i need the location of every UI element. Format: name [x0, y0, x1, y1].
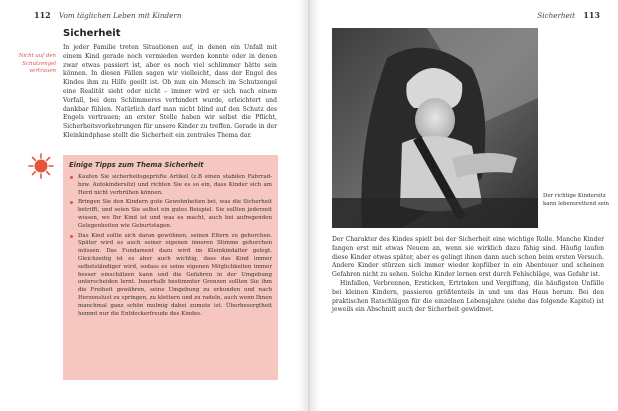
tip-item: [69, 233, 272, 319]
right-page-number: 113: [583, 10, 600, 20]
left-running-head-title: Vom täglichen Leben mit Kindern: [59, 11, 182, 20]
tip-item: [69, 174, 272, 197]
tip-text: Bringen Sie den Kindern gute Gewohnheiten bei, was die Sicherheit betrifft, und seien Sie selbst ein gutes Beispiel. Sie sollten jederzeit wissen, wo Ihr Kind ist und was es macht, auch bei aufregenden Gelegenheiten wie Geburtstagen.: [78, 199, 272, 229]
right-page: [305, 0, 618, 411]
left-page: [0, 0, 305, 411]
tips-box: [63, 155, 278, 380]
left-page-number: 112: [34, 10, 51, 20]
tips-list: [69, 174, 272, 318]
tip-text: Kaufen Sie sicherheitsgeprüfte Artikel (z.B einen stabilen Fahrrad- bzw. Autokindersitz) und richten Sie es so ein, dass Kinder sich am Herd nicht verbrühen können.: [78, 174, 272, 196]
tip-text: Das Kind sollte sich daran gewöhnen, seinen Eltern zu gehorchen. Später wird es auch seiner eigenen inneren Stimme gehorchen müssen. Das Fundament dazu wird im Kleinkindalter gelegt. Gleichzeitig ist es aber auch wichtig, dass das Kind immer selbstständiger wird, sodass es seine eigenen Möglichkeiten immer besser einschätzen kann und die Gefahren in der Umgebung unterscheiden lernt. Innerhalb bestimmter Grenzen sollten Sie ihm die Freiheit gewähren, seine Umgebung zu erkunden und nach Herzenslust zu springen, zu klettern und zu radeln, auch wenn Ihnen manchmal ganz schön mulmig dabei zumute ist. Überbesorgtheit hemmt nur die Entdeckerfreude des Kindes.: [78, 232, 272, 317]
car-seat-photo-graphic: [332, 28, 538, 228]
tips-title: Einige Tipps zum Thema Sicherheit: [69, 161, 204, 169]
body-paragraph: Der Charakter des Kindes spielt bei der Sicherheit eine wichtige Rolle. Manche Kinder fangen erst mit etwas Neuem an, wenn sie wirklich dazu fähig sind. Häufig laufen diese Kinder etwas später, aber es gelingt ihnen dann auch schon beim ersten Versuch. Andere Kinder stürzen sich immer wieder kopfüber in ein Abenteuer und scheinen Gefahren nicht zu sehen. Solche Kinder lernen erst durch Fehlschläge, was Gefahr ist.: [332, 236, 604, 279]
tip-item: [69, 199, 272, 230]
intro-paragraph: In jeder Familie treten Situationen auf, in denen ein Unfall mit einem Kind gerade noch vermieden werden konnte oder in denen zwar etwas passiert ist, aber es noch viel schlimmer hätte sein können. In diesen Fällen sagen wir vielleicht, dass der Engel des Kindes ihm zu Hilfe geeilt ist. Ob nun ein Mensch im Schutzengel eine Realität sieht oder nicht – immer wird er sich nach einem Vorfall, bei dem Schlimmeres verhindert wurde, erleichtert und dankbar fühlen. Natürlich darf man nicht blind auf den Schutz des Engels vertrauen; an erster Stelle haben wir selbst die Pflicht, Sicherheitsvorkehrungen für unsere Kinder zu treffen. Gerade in der Kleinkindphase stellt die Sicherheit ein zentrales Thema dar.: [63, 44, 277, 139]
sun-icon: [28, 153, 54, 179]
margin-note: Nicht auf den Schutzengel vertrauen: [18, 53, 56, 75]
bullet-icon: [70, 176, 73, 179]
right-body: [332, 236, 604, 315]
bullet-icon: [70, 201, 73, 204]
right-running-head-title: Sicherheit: [537, 11, 575, 20]
car-seat-photo: [332, 28, 538, 228]
section-title: Sicherheit: [63, 28, 121, 39]
body-paragraph: Hinfallen, Verbrennen, Ersticken, Ertrinken und Vergiftung, die häufigsten Unfälle bei kleinen Kindern, passieren größtenteils in und um das Haus herum. Bei den praktischen Ratschlägen für die einzelnen Lebensjahre (siehe das folgende Kapitel) ist jeweils ein Abschnitt auch der Sicherheit gewidmet.: [332, 279, 604, 314]
bullet-icon: [70, 235, 73, 238]
left-running-head: [34, 10, 181, 20]
right-running-head: [537, 10, 600, 20]
photo-caption: Der richtige Kindersitz kann lebensrettend sein: [543, 193, 610, 207]
